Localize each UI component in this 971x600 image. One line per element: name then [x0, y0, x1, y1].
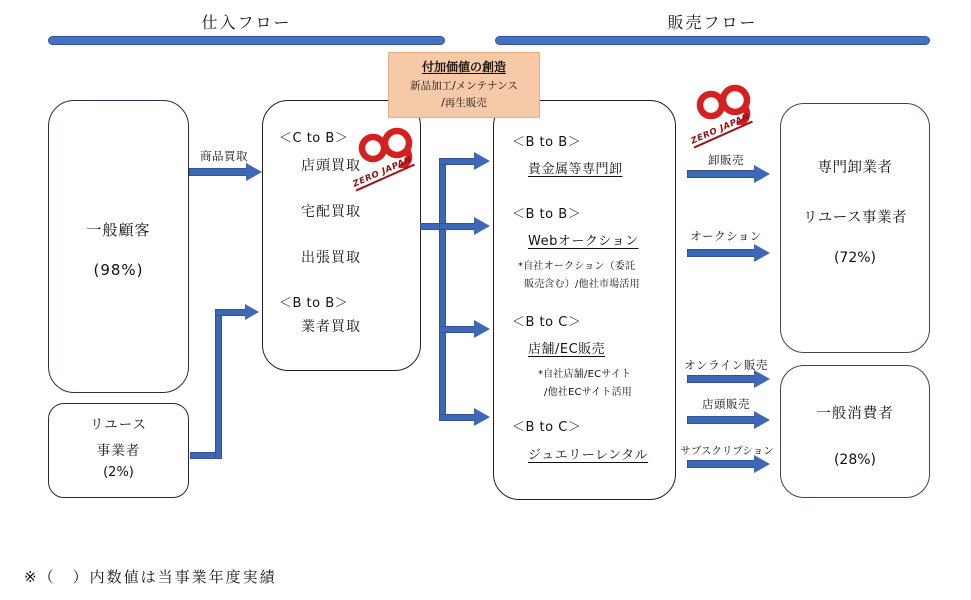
subscription-arrow-label: サブスクリプション — [680, 445, 774, 457]
ctob-tag: ＜C to B＞ — [279, 131, 349, 146]
purchase-flow-title: 仕入フロー — [201, 13, 292, 32]
zero-japan-logo-text: ZERO JAPAN — [351, 154, 414, 190]
jewelry-rental-item: ジュエリーレンタル — [528, 448, 649, 463]
consumer-label: 一般消費者 — [816, 406, 894, 422]
web-auction-note-2: 販売含む）/他社市場活用 — [524, 279, 640, 290]
branch-arrow-2-head — [474, 217, 490, 235]
sales-flow-bar — [495, 36, 930, 45]
reuse-supplier-box — [48, 403, 189, 498]
branch-arrow-3-head — [474, 320, 490, 338]
reuse-arrow-segment-h2 — [216, 310, 246, 315]
sales-flow-title: 販売フロー — [667, 13, 758, 32]
purchase-flow-bar — [48, 36, 445, 45]
zero-japan-logo — [352, 126, 428, 188]
branch-arrow-4-head — [474, 408, 490, 426]
purchase-arrow-label: 商品買取 — [200, 149, 248, 163]
value-add-line-1: 新品加工/メンテナンス — [410, 80, 518, 92]
branch-arrow-1-head — [474, 152, 490, 170]
reuse-arrow-head — [245, 304, 259, 320]
store-sales-arrow-label: 店頭販売 — [702, 397, 750, 411]
purchase-arrow — [190, 169, 246, 175]
footnote: ※（ ）内数値は当事業年度実績 — [24, 568, 277, 586]
wholesaler-share: (72%) — [833, 250, 877, 266]
store-ec-item: 店舗/EC販売 — [528, 342, 606, 357]
web-auction-note-1: *自社オークション（委託 — [518, 261, 636, 272]
value-add-line-2: /再生販売 — [441, 97, 487, 109]
sales-item-1-tag: ＜B to B＞ — [512, 135, 582, 150]
wholesale-arrow — [688, 171, 756, 177]
general-customer-label: 一般顧客 — [86, 221, 151, 239]
wholesale-arrow-label: 卸販売 — [708, 153, 744, 167]
reuse-supplier-label-2: 事業者 — [96, 443, 141, 459]
consumer-share: (28%) — [833, 452, 877, 468]
wholesale-arrow-head — [754, 165, 770, 183]
store-ec-note-1: *自社店舗/ECサイト — [538, 369, 632, 380]
online-arrow — [688, 376, 756, 382]
sales-item-2-tag: ＜B to B＞ — [512, 207, 582, 222]
purchase-arrow-head — [246, 163, 262, 181]
value-add-box — [388, 52, 540, 118]
value-add-title: 付加価値の創造 — [421, 60, 506, 74]
reuse-supplier-label-1: リユース — [89, 417, 148, 433]
trunk-vertical-line — [440, 159, 445, 420]
store-sales-arrow — [688, 417, 756, 423]
auction-arrow — [688, 250, 756, 256]
branch-arrow-3 — [440, 327, 476, 332]
general-customer-share: (98%) — [93, 261, 144, 279]
branch-arrow-4 — [440, 415, 476, 420]
auction-arrow-label: オークション — [690, 229, 762, 243]
online-arrow-label: オンライン販売 — [684, 358, 768, 372]
btob-tag: ＜B to B＞ — [279, 296, 349, 311]
zero-japan-logo-2-text: ZERO JAPAN — [689, 111, 752, 147]
metal-wholesale-item: 貴金属等専門卸 — [528, 162, 623, 177]
store-purchase-item: 店頭買取 — [301, 158, 361, 174]
zero-japan-logo-2 — [690, 83, 770, 145]
reuse-supplier-share: (2%) — [103, 465, 134, 480]
sales-item-3-tag: ＜B to C＞ — [512, 315, 582, 330]
reuse-arrow-segment-v — [216, 310, 221, 458]
subscription-arrow — [688, 461, 756, 467]
store-ec-note-2: /他社ECサイト活用 — [544, 387, 632, 398]
web-auction-item: Webオークション — [528, 234, 639, 249]
general-customer-box — [48, 100, 189, 393]
delivery-purchase-item: 宅配買取 — [301, 204, 361, 220]
dealer-purchase-item: 業者買取 — [301, 319, 361, 335]
store-sales-arrow-head — [754, 411, 770, 429]
auction-arrow-head — [754, 244, 770, 262]
sales-channels-box — [493, 100, 676, 500]
sales-item-4-tag: ＜B to C＞ — [512, 420, 582, 435]
branch-arrow-1 — [440, 159, 476, 164]
wholesaler-label-2: リユース事業者 — [803, 210, 907, 226]
subscription-arrow-head — [754, 455, 770, 473]
visit-purchase-item: 出張買取 — [301, 250, 361, 266]
wholesaler-label-1: 専門卸業者 — [817, 160, 893, 176]
wholesaler-box — [780, 103, 930, 353]
online-arrow-head — [754, 370, 770, 388]
zero-japan-logo-mark — [352, 126, 426, 168]
branch-arrow-2 — [440, 224, 476, 229]
consumer-box — [780, 365, 930, 498]
zero-japan-logo-2-mark — [690, 83, 764, 125]
